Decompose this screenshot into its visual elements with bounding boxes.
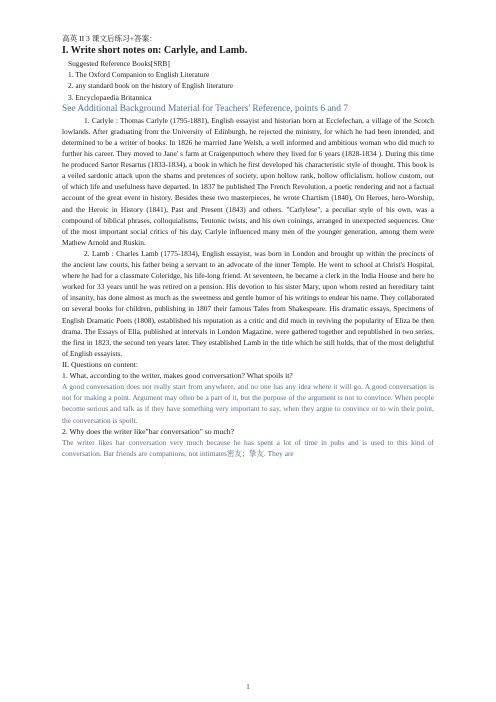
reference-item: 2. any standard book on the history of English literature — [68, 81, 234, 91]
question-1: 1. What, according to the writer, makes good conversation? What spoils it? — [62, 371, 293, 381]
reference-item: Suggested Reference Books[SRB] — [68, 59, 170, 68]
question-2: 2. Why does the writer like"bar conversation" so much? — [62, 426, 235, 436]
background-heading: See Additional Background Material for Teachers' Reference, points 6 and 7 — [62, 103, 348, 114]
section-heading-1: I. Write short notes on: Carlyle, and Lamb. — [62, 45, 248, 56]
page-number: 1 — [246, 683, 250, 691]
answer-1: A good conversation does not really start from anywhere, and no one has any idea where it will go. A good conversation is not for making a point. Argument may often be a part of it, but the purpose of the argument is not to convince. When people become serious and talk as if they have something very important to say, when they argue to convince or to win their point, the conversation is spoilt. — [62, 382, 434, 425]
carlyle-paragraph: 1. Carlyle : Thomas Carlyle (1795-1881), English essayist and historian born at Ecclefechan, a village of the Scotch lowlands. After graduating from the University of Edinburgh, he rejected the ministry, for which he had been intended, and determined to be a writer of books. In 1826 he married Jane Welsh, a well informed and ambitious woman who did much to further his career. They moved to Jane' s farm at Craigenputtoch where they lived for 6 years (1828-1834 ). During this time he produced Sartor Resartus (1833-1834), a book in which he first developed his characteristic style of thought. This book is a veiled sardonic attack upon the shams and pretences of society, upon hollow rank, hollow officialism, hollow custom, out of which life and usefulness have departed. In 1837 he published The French Revolution, a poetic rendering and not a factual account of the great event in history. Besides these two masterpieces, he wrote Chartism (1840), On Heroes, hero-Worship, and the Heroic in History (1841), Past and Present (1843) and others. "Carlylese", a peculiar style of his own, was a compound of biblical phrases, colloquialisms, Teutonic twists, and his own coinings, arranged in unexpected sequences. One of the most important social critics of his day, Carlyle influenced many men of the younger generation, among them were Mathew Arnold and Ruskin. — [62, 115, 434, 247]
document-title: 高英 II 3 课文后练习+答案： — [62, 34, 157, 43]
reference-list — [62, 58, 434, 103]
section-heading-2: II. Questions on content: — [62, 359, 139, 369]
answer-2: The writer likes bar conversation very much because he has spent a lot of time in pubs and is used to this kind of conversation. Bar friends are companions, not intimates密友；挚友. They are — [62, 437, 434, 458]
reference-item: 1. The Oxford Companion to English Literature — [68, 70, 210, 80]
page-content — [62, 33, 434, 459]
reference-item: 3. Encyclopaedia Britannica — [68, 92, 152, 102]
lamb-paragraph: 2. Lamb : Charles Lamb (1775-1834), English essayist, was born in London and brought up within the precincts of the ancient law courts, his father being a servant to an advocate of the inner Temple. He went to school at Christ's Hospital, where he had for a classmate Coleridge, his life-long friend. At seventeen, he became a clerk in the India House and here he worked for 33 years until he was retired on a pension. His devotion to his sister Mary, upon whom rested an hereditary taint of insanity, has done almost as much as the sweetness and gentle humor of his writings to endear his name. They collaborated on several books for children, publishing in 1807 their famous Tales from Shakespeare. His dramatic essays, Specimens of English Dramatic Poets (1808), established his reputation as a critic and did much in reviving the popularity of Eliza be then drama. The Essays of Ella, published at intervals in London Magazine, were gathered together and republished in two series, the first in 1823, the second ten years later. They established Lamb in the title which he still holds, that of the most delightful of English essayists. — [62, 248, 434, 358]
